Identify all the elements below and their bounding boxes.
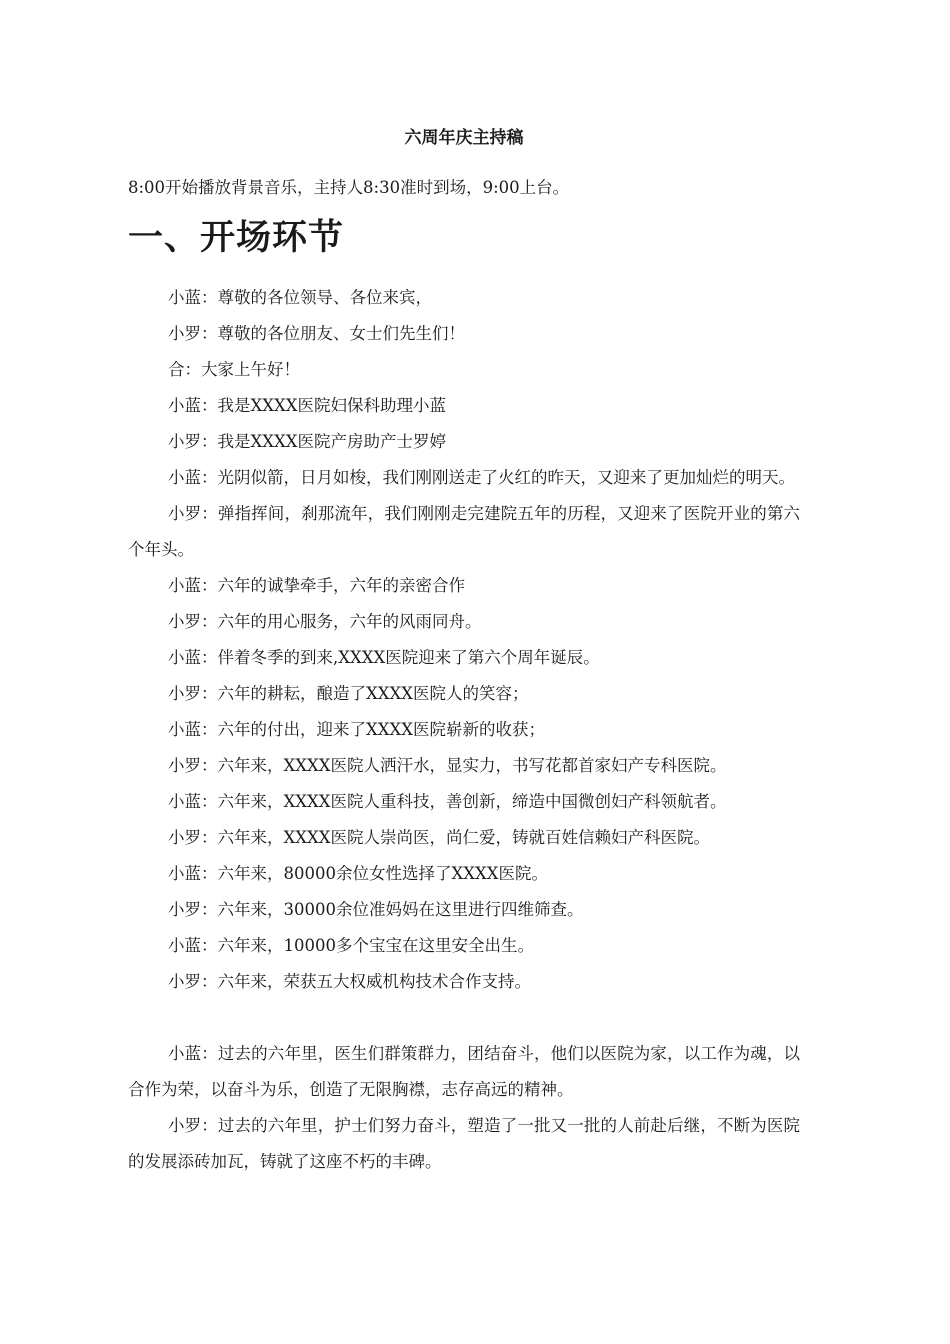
dialogue-line: 小罗：六年的耕耘，酿造了XXXX医院人的笑容； [168, 684, 529, 703]
dialogue-line: 合：大家上午好！ [168, 360, 300, 379]
dialogue-section [128, 280, 800, 1180]
dialogue-line: 小蓝：过去的六年里，医生们群策群力，团结奋斗，他们以医院为家，以工作为魂，以合作为荣，以奋斗为乐，创造了无限胸襟，志存高远的精神。 [128, 1044, 800, 1099]
dialogue-line: 小罗：弹指挥间，刹那流年，我们刚刚走完建院五年的历程，又迎来了医院开业的第六个年头。 [128, 504, 800, 559]
dialogue-line: 小蓝：我是XXXX医院妇保科助理小蓝 [168, 396, 446, 415]
dialogue-line: 小罗：六年来，30000余位准妈妈在这里进行四维筛查。 [168, 900, 584, 919]
dialogue-line: 小蓝：六年的付出，迎来了XXXX医院崭新的收获； [168, 720, 545, 739]
dialogue-line: 小罗：六年的用心服务，六年的风雨同舟。 [168, 612, 482, 631]
dialogue-line: 小罗：六年来，XXXX医院人洒汗水，显实力，书写花都首家妇产专科医院。 [168, 756, 727, 775]
dialogue-line: 小罗：过去的六年里，护士们努力奋斗，塑造了一批又一批的人前赴后继，不断为医院的发展添砖加瓦，铸就了这座不朽的丰碑。 [128, 1116, 800, 1171]
dialogue-line: 小蓝：六年来，XXXX医院人重科技，善创新，缔造中国微创妇产科领航者。 [168, 792, 727, 811]
dialogue-line: 小蓝：六年来，80000余位女性选择了XXXX医院。 [168, 864, 548, 883]
dialogue-line: 小罗：六年来，XXXX医院人崇尚医，尚仁爱，铸就百姓信赖妇产科医院。 [168, 828, 710, 847]
dialogue-line: 小蓝：尊敬的各位领导、各位来宾， [168, 288, 432, 307]
dialogue-line: 小蓝：光阴似箭，日月如梭，我们刚刚送走了火红的昨天，又迎来了更加灿烂的明天。 [168, 468, 795, 487]
dialogue-line: 小蓝：六年的诚挚牵手，六年的亲密合作 [168, 576, 465, 595]
document-title: 六周年庆主持稿 [404, 128, 524, 148]
dialogue-line: 小蓝：伴着冬季的到来,XXXX医院迎来了第六个周年诞辰。 [168, 648, 600, 667]
paragraph-spacer [128, 1000, 800, 1036]
intro-paragraph: 8:00开始播放背景音乐，主持人8:30准时到场，9:00上台。 [128, 178, 570, 197]
dialogue-line: 小蓝：六年来，10000多个宝宝在这里安全出生。 [168, 936, 534, 955]
dialogue-line: 小罗：尊敬的各位朋友、女士们先生们！ [168, 324, 465, 343]
dialogue-line: 小罗：我是XXXX医院产房助产士罗婷 [168, 432, 446, 451]
section-heading: 一、开场环节 [128, 218, 345, 258]
dialogue-line: 小罗：六年来，荣获五大权威机构技术合作支持。 [168, 972, 531, 991]
